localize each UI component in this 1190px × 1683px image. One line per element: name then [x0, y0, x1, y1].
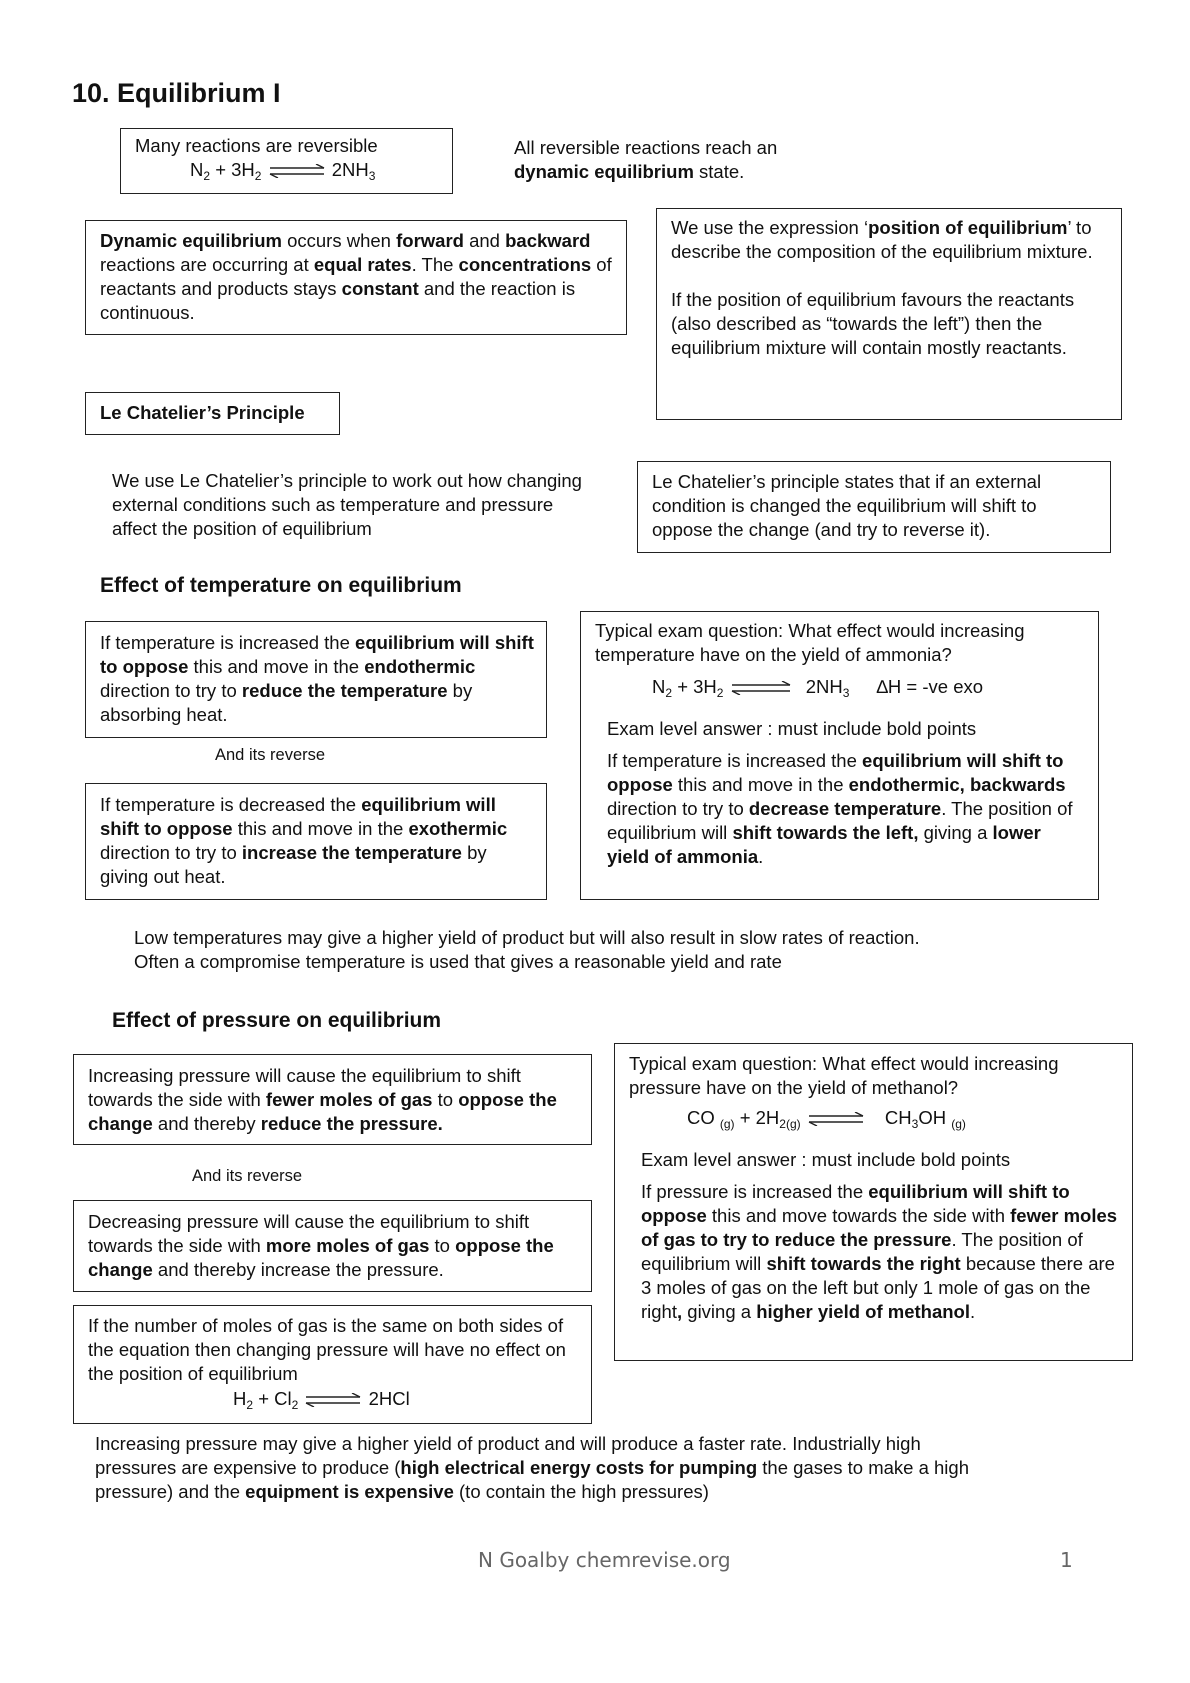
page-title: 10. Equilibrium I [72, 78, 281, 108]
pressure-decrease-box: Decreasing pressure will cause the equilibrium to shift towards the side with more moles of gas to oppose the change and thereby increase the pressure. [73, 1200, 592, 1292]
temperature-exam-box [580, 611, 1099, 900]
page-number: 1 [1060, 1548, 1073, 1572]
same-moles-box [73, 1305, 592, 1424]
temperature-compromise-note: Low temperatures may give a higher yield of product but will also result in slow rates of reaction. Often a compromise temperature is used that gives a reasonable yield and rate [134, 927, 920, 972]
pressure-answer-label: Exam level answer : must include bold points [641, 1149, 1011, 1170]
pressure-exam-question: Typical exam question: What effect would increasing pressure have on the yield of methanol? [629, 1053, 1059, 1098]
reversible-reactions-box [120, 128, 453, 194]
same-moles-text: If the number of moles of gas is the same on both sides of the equation then changing pressure will have no effect on the position of equilibrium [88, 1315, 566, 1384]
dynamic-equilibrium-note: All reversible reactions reach an dynamic equilibrium state. [514, 137, 778, 182]
position-of-equilibrium-box [656, 208, 1122, 420]
position-definition: We use the expression ‘position of equilibrium’ to describe the composition of the equilibrium mixture. [671, 217, 1093, 262]
hydrogen-chloride-equation: $H_2 + Cl_2$ 2HCl [233, 1388, 410, 1412]
pressure-exam-box [614, 1043, 1133, 1361]
temperature-exam-question: Typical exam question: What effect would increasing temperature have on the yield of ammonia? [595, 620, 1025, 665]
equilibrium-arrow-icon [268, 164, 326, 178]
temperature-heading: Effect of temperature on equilibrium [100, 574, 462, 597]
position-favours-reactants: If the position of equilibrium favours the reactants (also described as “towards the left”) then the equilibrium mixture will contain mostly reactants. [671, 289, 1075, 358]
pressure-industrial-note: Increasing pressure may give a higher yield of product and will produce a faster rate. Industrially high pressures are expensive to produce (high electrical energy costs for pumping the gases to make a high pressure) and the equipment is expensive (to contain the high pressures) [95, 1433, 969, 1502]
equilibrium-arrow-icon [304, 1393, 362, 1407]
pressure-heading: Effect of pressure on equilibrium [112, 1009, 442, 1032]
temperature-exam-answer: If temperature is increased the equilibrium will shift to oppose this and move in the endothermic, backwards direction to try to decrease temperature. The position of equilibrium will shift towards the left, giving a lower yield of ammonia. [607, 750, 1073, 867]
le-chatelier-label: Le Chatelier’s Principle [85, 392, 340, 435]
equilibrium-arrow-icon [730, 681, 792, 695]
ammonia-exam-equation: $N_2 + 3H_2$ $2NH_3$ ∆H = -ve exo [652, 676, 984, 700]
ammonia-equation: $N_2 + 3H_2$ $2NH_3$ [190, 159, 376, 183]
footer-author: N Goalby chemrevise.org [478, 1548, 731, 1572]
temperature-reverse-label: And its reverse [215, 746, 326, 764]
temperature-decrease-box: If temperature is decreased the equilibrium will shift to oppose this and move in the exothermic direction to try to increase the temperature by giving out heat. [85, 783, 547, 900]
pressure-increase-box: Increasing pressure will cause the equilibrium to shift towards the side with fewer moles of gas to oppose the change and thereby reduce the pressure. [73, 1054, 592, 1145]
temperature-increase-box: If temperature is increased the equilibrium will shift to oppose this and move in the endothermic direction to try to reduce the temperature by absorbing heat. [85, 621, 547, 738]
temperature-answer-label: Exam level answer : must include bold points [607, 718, 977, 739]
methanol-exam-equation: CO $_{(g)} + 2H_{2(g)}$ $CH_3OH$ $_{(g)}$ [687, 1107, 966, 1131]
le-chatelier-principle-box: Le Chatelier’s principle states that if an external condition is changed the equilibrium will shift to oppose the change (and try to reverse it). [637, 461, 1111, 553]
equilibrium-arrow-icon [807, 1112, 865, 1126]
dynamic-equilibrium-box: Dynamic equilibrium occurs when forward and backward reactions are occurring at equal rates. The concentrations of reactants and products stays constant and the reaction is continuous. [85, 220, 627, 335]
pressure-exam-answer: If pressure is increased the equilibrium will shift to oppose this and move towards the side with fewer moles of gas to try to reduce the pressure. The position of equilibrium will shift towards the right because there are 3 moles of gas on the left but only 1 mole of gas on the right, giving a higher yield of methanol. [641, 1181, 1118, 1322]
pressure-reverse-label: And its reverse [192, 1167, 303, 1185]
le-chatelier-use-text: We use Le Chatelier’s principle to work out how changing external conditions such as temperature and pressure affect the position of equilibrium [112, 470, 582, 539]
reversible-reactions-text: Many reactions are reversible [135, 135, 378, 156]
